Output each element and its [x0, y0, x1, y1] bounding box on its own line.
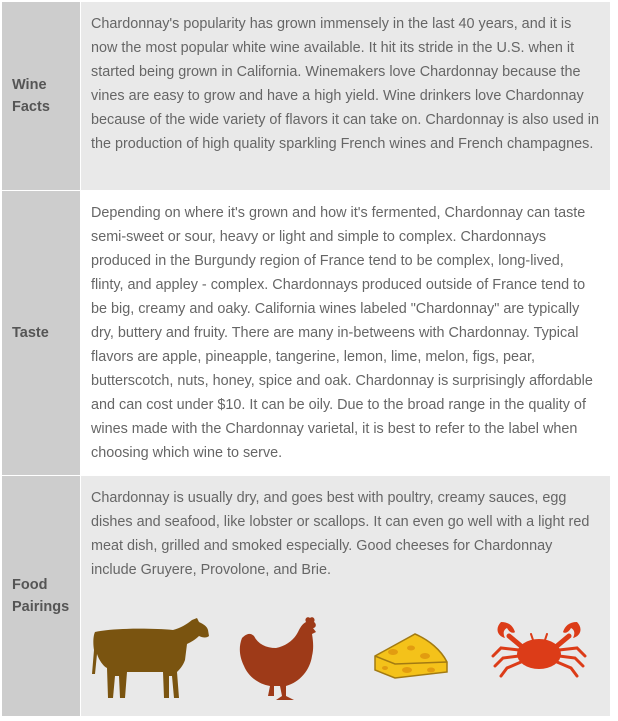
wine-facts-text: Chardonnay's popularity has grown immensely in the last 40 years, and it is now the most popular white wine available. It hit its stride in the U.S. when it started being grown in California. Winemakers love Chardonnay because the vines are easy to grow and have a high yield. Wine drinkers love Chardonnay because of the wide variety of flavors it can take on. Chardonnay is also used in the production of high quality sparkling French wines and French champagnes. — [91, 16, 599, 152]
row-label: Wine Facts — [2, 2, 81, 191]
row-label: Taste — [2, 191, 81, 476]
row-content — [81, 2, 611, 191]
table-row — [2, 2, 611, 191]
food-icons — [91, 610, 600, 710]
cow-icon — [91, 616, 211, 702]
row-label: Food Pairings — [2, 476, 81, 717]
taste-text: Depending on where it's grown and how it's fermented, Chardonnay can taste semi-sweet or sour, heavy or light and simple to complex. Chardonnays produced in the Burgundy region of France tend to be complex, long-lived, flinty, and appley - complex. Chardonnays produced outside of France tend to be big, creamy and oaky. California wines labeled "Chardonnay" are typically dry, buttery and fruity. There are many in-betweens with Chardonnay. Typical flavors are apple, pineapple, tangerine, lemon, lime, melon, figs, pear, butterscotch, nuts, honey, spice and oak. Chardonnay is surprisingly affordable and can cost under $10. It can be oily. Due to the broad range in the quality of wines made with the Chardonnay varietal, it is best to refer to the label when choosing which wine to serve. — [91, 205, 593, 461]
crab-icon — [491, 614, 587, 684]
wine-facts-table — [1, 1, 611, 717]
table-row — [2, 191, 611, 476]
row-content — [81, 191, 611, 476]
row-content — [81, 476, 611, 717]
table-row — [2, 476, 611, 717]
food-pairings-text: Chardonnay is usually dry, and goes best with poultry, creamy sauces, egg dishes and seafood, like lobster or scallops. It can even go well with a light red meat dish, grilled and smoked especially. Good cheeses for Chardonnay include Gruyere, Provolone, and Brie. — [91, 490, 590, 578]
chicken-icon — [236, 614, 318, 702]
cheese-icon — [371, 630, 451, 680]
